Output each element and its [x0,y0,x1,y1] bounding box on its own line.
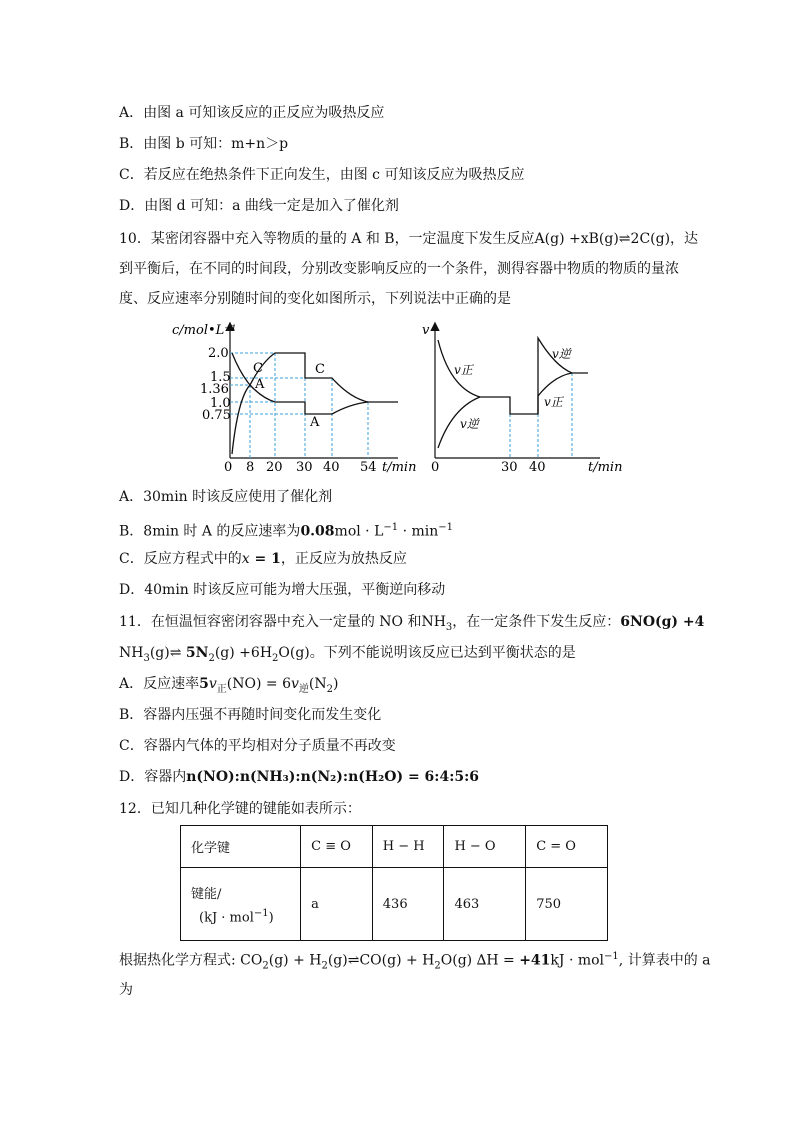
q11-stem2-eq: 5N [185,645,209,661]
q11-stem2-mid: (g)⇌ [149,645,186,661]
q10-option-c-eq: = 1 [249,551,281,567]
rate-chart [422,323,622,475]
q10-figures [160,318,640,478]
c-ytick: 1.0 [210,396,231,411]
q11-option-a: A．反应速率$5v_正(NO) = 6v_逆(N_2)$ [119,676,339,695]
q11-option-a-mid: (NO) = 6 [226,676,291,692]
q12-post-eq3: O(g) ∆H = [440,952,520,969]
q11-stem-line1: 11．在恒温恒容密闭容器中充入一定量的 NO 和$NH_3$，在一定条件下发生反应：6NO(g) +4 [119,614,705,633]
q11-option-a-v1: v [208,676,217,692]
q11-option-d-eq: n(NO):n(NH₃):n(N₂):n(H₂O) = 6:4:5:6 [186,769,480,785]
table-cell: a [301,868,373,941]
concentration-chart [172,323,416,475]
q10-stem-line1: 10．某密闭容器中充入等物质的量的 A 和 B，一定温度下发生反应A(g) +xB(g)⇌2C(g)，达 [119,231,699,247]
q11-stem-eq: 6NO(g) +4 [620,614,705,630]
q11-stem2-eq2: (g) +6H [214,645,273,661]
q10-option-c-post: ，正反应为放热反应 [280,551,407,567]
q12-post-text: 根据热化学方程式: CO [119,952,263,969]
c-label-A1: A [255,377,265,392]
q10-stem-line3: 度、反应速率分别随时间的变化如图所示，下列说法中正确的是 [119,291,511,307]
q11-option-a-sub1: 正 [216,683,227,695]
c-label-C2: C [315,362,325,377]
v-xtick: 40 [529,460,546,475]
v-label-reverse-1: v逆 [460,417,479,431]
q11-option-d-text: D．容器内 [119,769,187,785]
q11-option-a-coef: 5 [199,676,209,692]
c-ytick: 0.75 [202,408,231,423]
table-header-cell: C = O [526,826,608,868]
v-label-reverse-2: v逆 [552,347,571,361]
q10-option-b-text: B．8min 时 A 的反应速率为 [119,523,301,540]
q10-option-c-text: C．反应方程式中的 [119,551,242,567]
q12-post-line1: 根据热化学方程式: $CO_2(g)$ + $H_2(g)\rightleftharpoons CO(g) + H_2O(g) \Delta H = +41kJ \cdot mol^{-1}$, 计算表中的 a [119,951,711,972]
q12-post-end: , 计算表中的 a [618,952,711,969]
c-label-A2: A [310,415,320,430]
q11-option-a-end: ) [333,676,339,692]
q12-stem: 12．已知几种化学键的键能如表所示： [119,801,361,817]
q11-option-d [119,767,479,787]
q11-stem-text: 11．在恒温恒容密闭容器中充入一定量的 NO 和NH [119,614,446,630]
c-xtick: 54 [360,460,377,475]
table-header-cell: H − O [444,826,526,868]
v-label-forward-2: v正 [544,395,563,409]
q11-stem2-text: NH [119,645,144,661]
q10-option-c-var: x [241,551,250,567]
table-row-label-end: ) [268,910,274,926]
table-row [181,868,608,941]
q11-option-a-mid2: (N [308,676,327,692]
v-x-axis-label: t/min [588,460,623,475]
q9-option-a: A．由图 a 可知该反应的正反应为吸热反应 [119,105,385,121]
q10-stem-line2: 到平衡后，在不同的时间段，分别改变影响反应的一个条件，测得容器中物质的物质的量浓 [119,261,679,277]
q12-post-line2: 为 [119,982,133,998]
q10-option-b-exp: −1 [383,522,399,533]
table-row-label-line2 [191,908,290,925]
table-header-cell: H − H [372,826,444,868]
q11-stem-line2: $NH_3(g)\rightleftharpoons$ $5N_2(g) +6H_2O(g)$。下列不能说明该反应已达到平衡状态的是 [119,645,576,664]
q11-option-a-sub2: 逆 [298,683,309,695]
q9-option-c: C．若反应在绝热条件下正向发生，由图 c 可知该反应为吸热反应 [119,167,525,183]
c-xtick: 40 [323,460,340,475]
c-guides [230,353,368,458]
c-ytick: 1.36 [200,382,229,397]
bond-energy-table [180,825,608,941]
c-ytick: 1.5 [210,370,231,385]
q11-option-c: C．容器内气体的平均相对分子质量不再改变 [119,738,396,754]
table-row-label-unit: (kJ · mol [199,910,254,926]
q10-option-b [119,518,453,542]
q11-option-a-text: A．反应速率 [119,676,200,692]
q11-option-a-v2: v [291,676,299,692]
q12-post-eq: (g) + H [268,952,322,969]
q10-option-d: D．40min 时该反应可能为增大压强，平衡逆向移动 [119,582,446,598]
q10-option-b-value: 0.08 [300,523,335,540]
q11-stem-mid: ，在一定条件下发生反应： [452,614,621,630]
q10-option-b-exp2: −1 [438,522,454,533]
c-xtick: 30 [296,460,313,475]
table-header-cell: C ≡ O [301,826,373,868]
q12-post-value: +41 [519,952,551,969]
q12-post-eq2: (g)⇌CO(g) + H [327,952,435,969]
q10-option-a: A．30min 时该反应使用了催化剂 [119,489,333,505]
c-xtick: 20 [266,460,283,475]
table-header-cell: 化学键 [181,826,301,868]
c-x-axis-label: t/min [382,460,417,475]
v-label-forward-1: v正 [454,363,473,377]
table-header-row [181,826,608,868]
v-xtick: 0 [431,460,440,475]
c-xtick: 0 [224,460,233,475]
table-cell: 436 [372,868,444,941]
c-xtick: 8 [246,460,255,475]
c-label-C1: C [253,361,263,376]
table-row-label [181,868,301,941]
v-xtick: 30 [501,460,518,475]
v-y-axis-label: v [422,323,430,338]
v-guides [510,373,572,458]
q12-post-unit: kJ · mol [550,952,605,969]
table-row-label-exp: −1 [253,907,269,919]
q9-option-d: D．由图 d 可知：a 曲线一定是加入了催化剂 [119,198,399,214]
q10-option-c [119,549,407,569]
q10-option-b-unit2: · min [398,523,439,540]
q11-stem2-post: 。下列不能说明该反应已达到平衡状态的是 [309,645,576,661]
q9-option-b: B．由图 b 可知：m+n＞p [119,136,289,152]
q10-option-b-unit: mol · L [334,523,384,540]
table-row-label-line1: 键能/ [191,886,222,902]
table-cell: 750 [526,868,608,941]
q12-post-exp: −1 [604,951,619,962]
c-ytick: 2.0 [208,346,229,361]
q11-stem2-eq3: O(g) [278,645,310,661]
table-cell: 463 [444,868,526,941]
c-y-axis-label: c/mol•L⁻¹ [172,323,237,338]
q11-option-b: B．容器内压强不再随时间变化而发生变化 [119,707,382,723]
